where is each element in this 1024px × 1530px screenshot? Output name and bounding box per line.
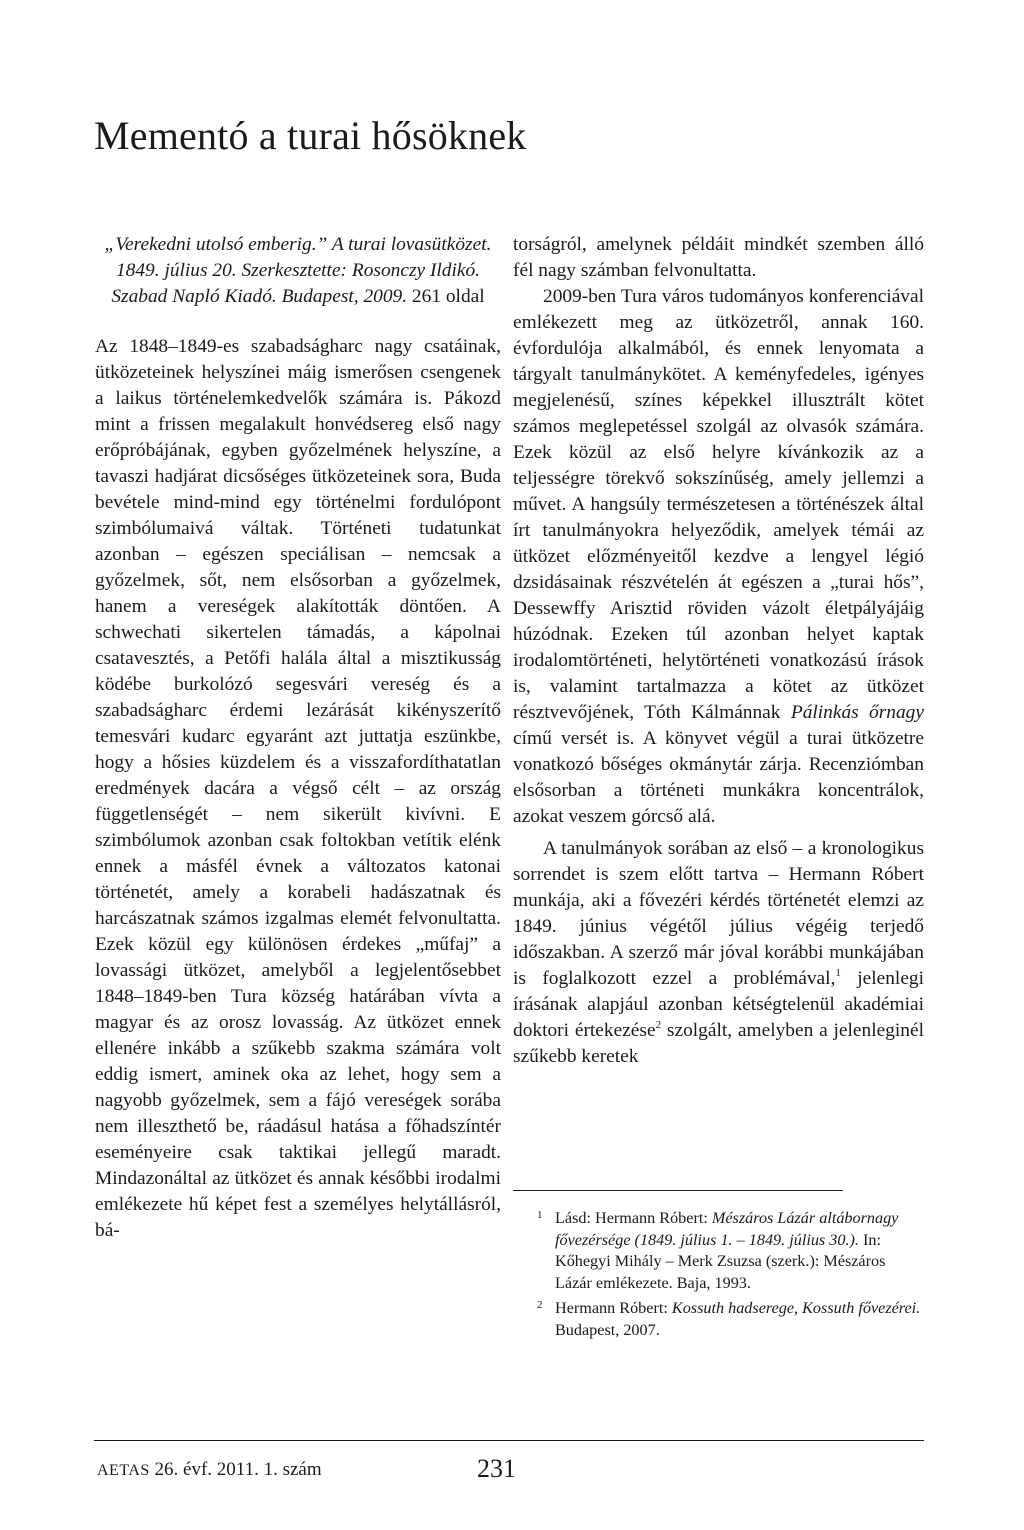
footnote-item: [513, 1208, 924, 1294]
footnote-number: 1: [537, 1209, 543, 1221]
footnote-text: Lásd: Hermann Róbert:: [555, 1209, 712, 1227]
page-title: Mementó a turai hősöknek: [94, 113, 527, 158]
body-paragraph-continued: torságról, amelynek példáit mindkét szemben álló fél nagy számban felvonultatta.: [513, 234, 924, 281]
poem-title: Pálinkás őrnagy: [790, 702, 924, 723]
journal-name: AETAS: [97, 1462, 150, 1479]
left-column: [95, 232, 501, 1244]
book-citation: [95, 232, 501, 310]
footnote-text: Budapest, 2007.: [555, 1320, 660, 1339]
paragraph-text: jelenlegi írásának alapjául azonban kétségtelenül akadémiai doktori értekezése: [513, 968, 925, 1041]
citation-title: „Verekedni utolsó emberig.” A turai lovasütközet. 1849. július 20. Szerkesztette: Rosonczy Ildikó. Szabad Napló Kiadó. Budapest, 2009.: [104, 234, 492, 307]
footnote-title: Mészáros Lázár altábornagy fővezérsége (1849. július 1. – 1849. július 30.).: [555, 1209, 899, 1249]
footnote-number: 2: [537, 1299, 543, 1311]
footnote-text: Hermann Róbert:: [555, 1299, 672, 1317]
page-number: 231: [477, 1454, 516, 1483]
journal-reference: [97, 1459, 322, 1481]
footnotes: [513, 1208, 924, 1345]
right-column: [513, 232, 924, 1070]
footnote-ref-2[interactable]: 2: [655, 1019, 662, 1031]
paragraph-text: 2009-ben Tura város tudományos konferenciával emlékezett meg az ütközetről, annak 160. évfordulója alkalmából, és ennek lenyomata a tárgyalt tanulmánykötet. A keményfedeles, igényes megjelenésű, színes képekkel illusztrált kötet számos meglepetéssel szolgál az olvasók számára. Ezek közül az első helyre kívánkozik az a teljességre törekvő sokszínűség, amely jellemzi a művet. A hangsúly természetesen a történészek által írt tanulmányokra helyeződik, amelyek témái az ütközet előzményeitől kezdve a lengyel légió dzsidásainak részvételén át egészen a „turai hős”, Dessewffy Arisztid röviden vázolt életpályájáig húzódnak. Ezeken túl azonban helyet kaptak irodalomtörténeti, helytörténeti vonatkozású írások is, valamint tartalmazza a kötet az ütközet résztvevőjének, Tóth Kálmánnak: [513, 286, 924, 723]
footnote-divider: [513, 1190, 843, 1191]
body-paragraph: [513, 836, 924, 1070]
footnote-text: In: Kőhegyi Mihály – Merk Zsuzsa (szerk.): Mészáros Lázár emlékezete. Baja, 1993.: [555, 1230, 886, 1292]
body-paragraph: Az 1848–1849-es szabadságharc nagy csatáinak, ütközeteinek helyszínei máig ismerősen csengenek a laikus történelemkedvelők számára is. Pákozd mint a frissen megalakult honvédsereg első nagy erőpróbájának, egyben győzelmének helyszíne, a tavaszi hadjárat dicsőséges ütközeteinek sora, Buda bevétele mind-mind egy történelmi fordulópont szimbólumaivá váltak. Történeti tudatunkat azonban – egészen speciálisan – nemcsak a győzelmek, sőt, nem elsősorban a győzelmek, hanem a vereségek alakították döntően. A schwechati sikertelen támadás, a kápolnai csatavesztés, a Petőfi halála által a misztikusság ködébe burkolózó segesvári vereség és a szabadságharc érdemi lezárását kikényszerítő temesvári kudarc egyaránt azt juttatja eszünkbe, hogy a hősies küzdelem és a visszafordíthatatlan eredmények dacára a végső célt – az ország függetlenségét – nem sikerült kivívni. E szimbólumok azonban csak foltokban vetítik elénk ennek a másfél évnek a változatos katonai történetét, amely a korabeli hadászatnak és harcászatnak számos izgalmas elemét felvonultatta. Ezek közül egy különösen érdekes „műfaj” a lovassági ütközet, amelyből a legjelentősebbet 1848–1849-ben Tura község határában vívta a magyar és az orosz lovasság. Az ütközet ennek ellenére inkább a szűkebb szakma számára volt eddig ismert, aminek oka az lehet, hogy sem a nagyobb győzelmek, sem a fájó vereségek sorába nem illeszthető be, ráadásul hatása a főhadszíntér eseményeire csak taktikai jellegű maradt. Mindazonáltal az ütközet és annak későbbi irodalmi emlékezete hű képet fest a személyes helytállásról, bá-: [95, 336, 501, 1241]
paragraph-text: szolgált, amelyben a jelenleginél szűkebb keretek: [513, 1020, 924, 1067]
journal-issue: 26. évf. 2011. 1. szám: [149, 1459, 322, 1480]
footnote-item: [513, 1298, 924, 1341]
body-paragraph: [513, 284, 924, 830]
paragraph-text: című versét is. A könyvet végül a turai ütközetre vonatkozó bőséges okmánytár zárja. Recenziómban elsősorban a történeti munkákra koncentrálok, azokat veszem górcső alá.: [513, 728, 924, 827]
footnote-ref-1[interactable]: 1: [835, 967, 841, 979]
footnote-title: Kossuth hadserege, Kossuth fővezérei.: [671, 1299, 921, 1317]
paragraph-text: A tanulmányok sorában az első – a kronologikus sorrendet is szem előtt tartva – Hermann Róbert munkája, aki a fővezéri kérdés történetét elemzi az 1849. június végétől július végéig terjedő időszakban. A szerző már jóval korábbi munkájában is foglalkozott ezzel a problémával,: [513, 838, 924, 989]
citation-pages: 261 oldal: [407, 286, 485, 307]
footer-divider: [94, 1440, 924, 1441]
